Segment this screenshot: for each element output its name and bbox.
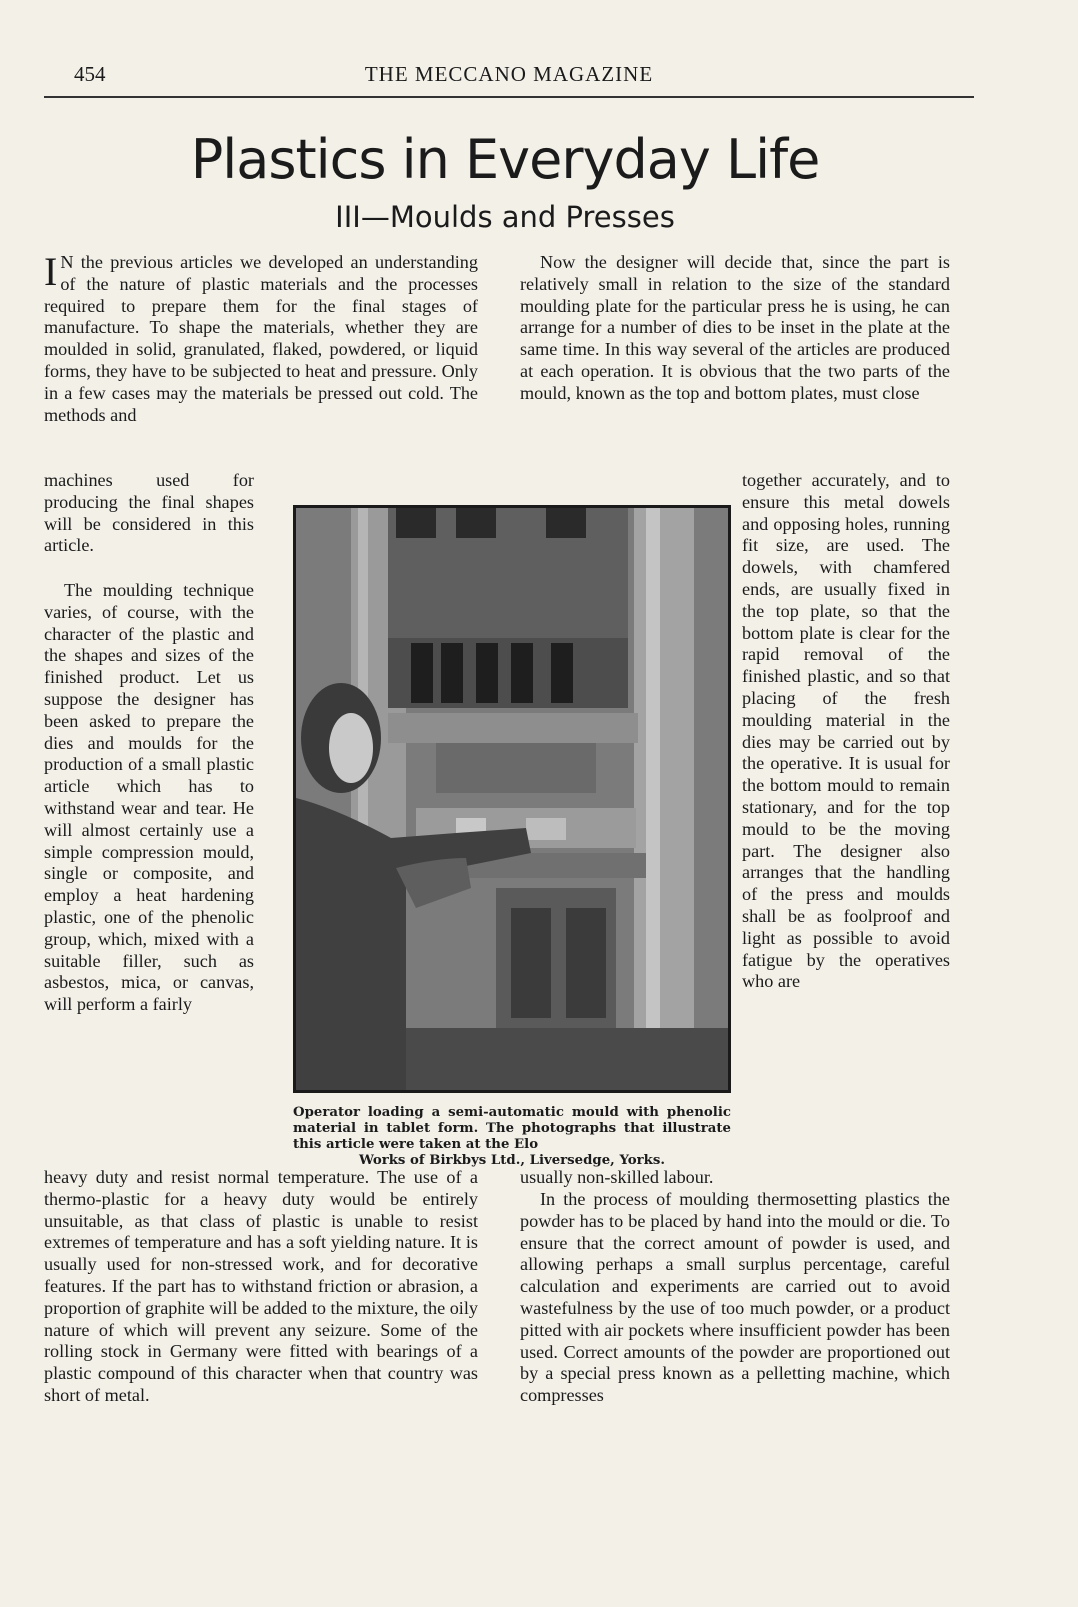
right-paragraph-1-top: Now the designer will decide that, since the part is relatively small in relation to the size of the standard moulding plate for the particular press he is using, he can arrange for a number of dies to be inset in the plate at the same time. In this way several of the articles are produced at each operation. It is obvious that the two parts of the mould, known as the top and bottom plates, must close: [520, 252, 950, 403]
right-paragraph-1-bottom: usually non-skilled labour.: [520, 1167, 714, 1187]
article-subtitle: III—Moulds and Presses: [335, 200, 675, 234]
photo-caption: [293, 1105, 731, 1169]
caption-main: Operator loading a semi-automatic mould with phenolic material in tablet form. The photographs that illustrate this article were taken at the Elo: [293, 1105, 731, 1152]
header-rule: [44, 96, 974, 98]
article-title: Plastics in Everyday Life: [190, 128, 820, 191]
magazine-title: THE MECCANO MAGAZINE: [364, 62, 654, 86]
drop-cap: I: [44, 249, 58, 294]
caption-last-line: Works of Birkbys Ltd., Liversedge, Yorks.: [359, 1153, 665, 1168]
left-paragraph-2-narrow: The moulding technique varies, of course, with the character of the plastic and the shapes and sizes of the finished product. Let us suppose the designer has been asked to prepare the dies and moulds for the production of a small plastic article which has to withstand wear and tear. He will almost certainly use a simple compression mould, single or composite, and employ a heat hardening plastic, one of the phenolic group, which, mixed with a suitable filler, such as asbestos, mica, or canvas, will perform a fairly: [44, 580, 254, 1015]
left-paragraph-2-bottom: heavy duty and resist normal temperature. The use of a thermo-plastic for a heavy duty would be entirely unsuitable, as that class of plastic is unable to resist extremes of temperature and has a soft yielding nature. It is usually used for non-stressed work, and for decorative features. If the part has to withstand friction or abrasion, a proportion of graphite will be added to the mixture, the oily nature of which will prevent any seizure. Some of the rolling stock in Germany were fitted with bearings of a plastic compound of this character when that country was short of metal.: [44, 1167, 478, 1405]
page-number: 454: [74, 62, 106, 86]
left-paragraph-1-top: [44, 249, 478, 472]
right-paragraph-1-narrow: together accurately, and to ensure this metal dowels and opposing holes, running fit size, are used. The dowels, with chamfered ends, are usually fixed in the top plate, so that the bottom plate is clear for the rapid removal of the finished plastic, and so that placing of the fresh moulding material in the dies may be carried out by the operative. It is usual for the bottom mould to remain stationary, and for the top mould to be the moving part. The designer also arranges that the handling of the press and moulds shall be as foolproof and light as possible to avoid fatigue by the operatives who are: [742, 470, 950, 992]
left-paragraph-1-text: N the previous articles we developed an understanding of the nature of plastic materials and the processes required to prepare them for the final stages of manufacture. To shape the materials, whether they are moulded in solid, granulated, flaked, powdered, or liquid forms, they have to be subjected to heat and pressure. Only in a few cases may the materials be pressed out cold. The methods and: [44, 252, 478, 425]
press-photo-illustration: [296, 508, 728, 1090]
left-paragraph-1-narrow: machines used for producing the final shapes will be considered in this article.: [44, 470, 254, 556]
press-photograph: [293, 505, 731, 1093]
page-header: [44, 62, 974, 92]
right-paragraph-2: In the process of moulding thermosetting plastics the powder has to be placed by hand into the mould or die. To ensure that the correct amount of powder is used, and allowing perhaps a small surplus percentage, careful calculation and experiments are carried out to avoid wastefulness by the use of too much powder, or a product pitted with air pockets where insufficient powder has been used. Correct amounts of the powder are proportioned out by a special press known as a pelletting machine, which compresses: [520, 1189, 950, 1406]
